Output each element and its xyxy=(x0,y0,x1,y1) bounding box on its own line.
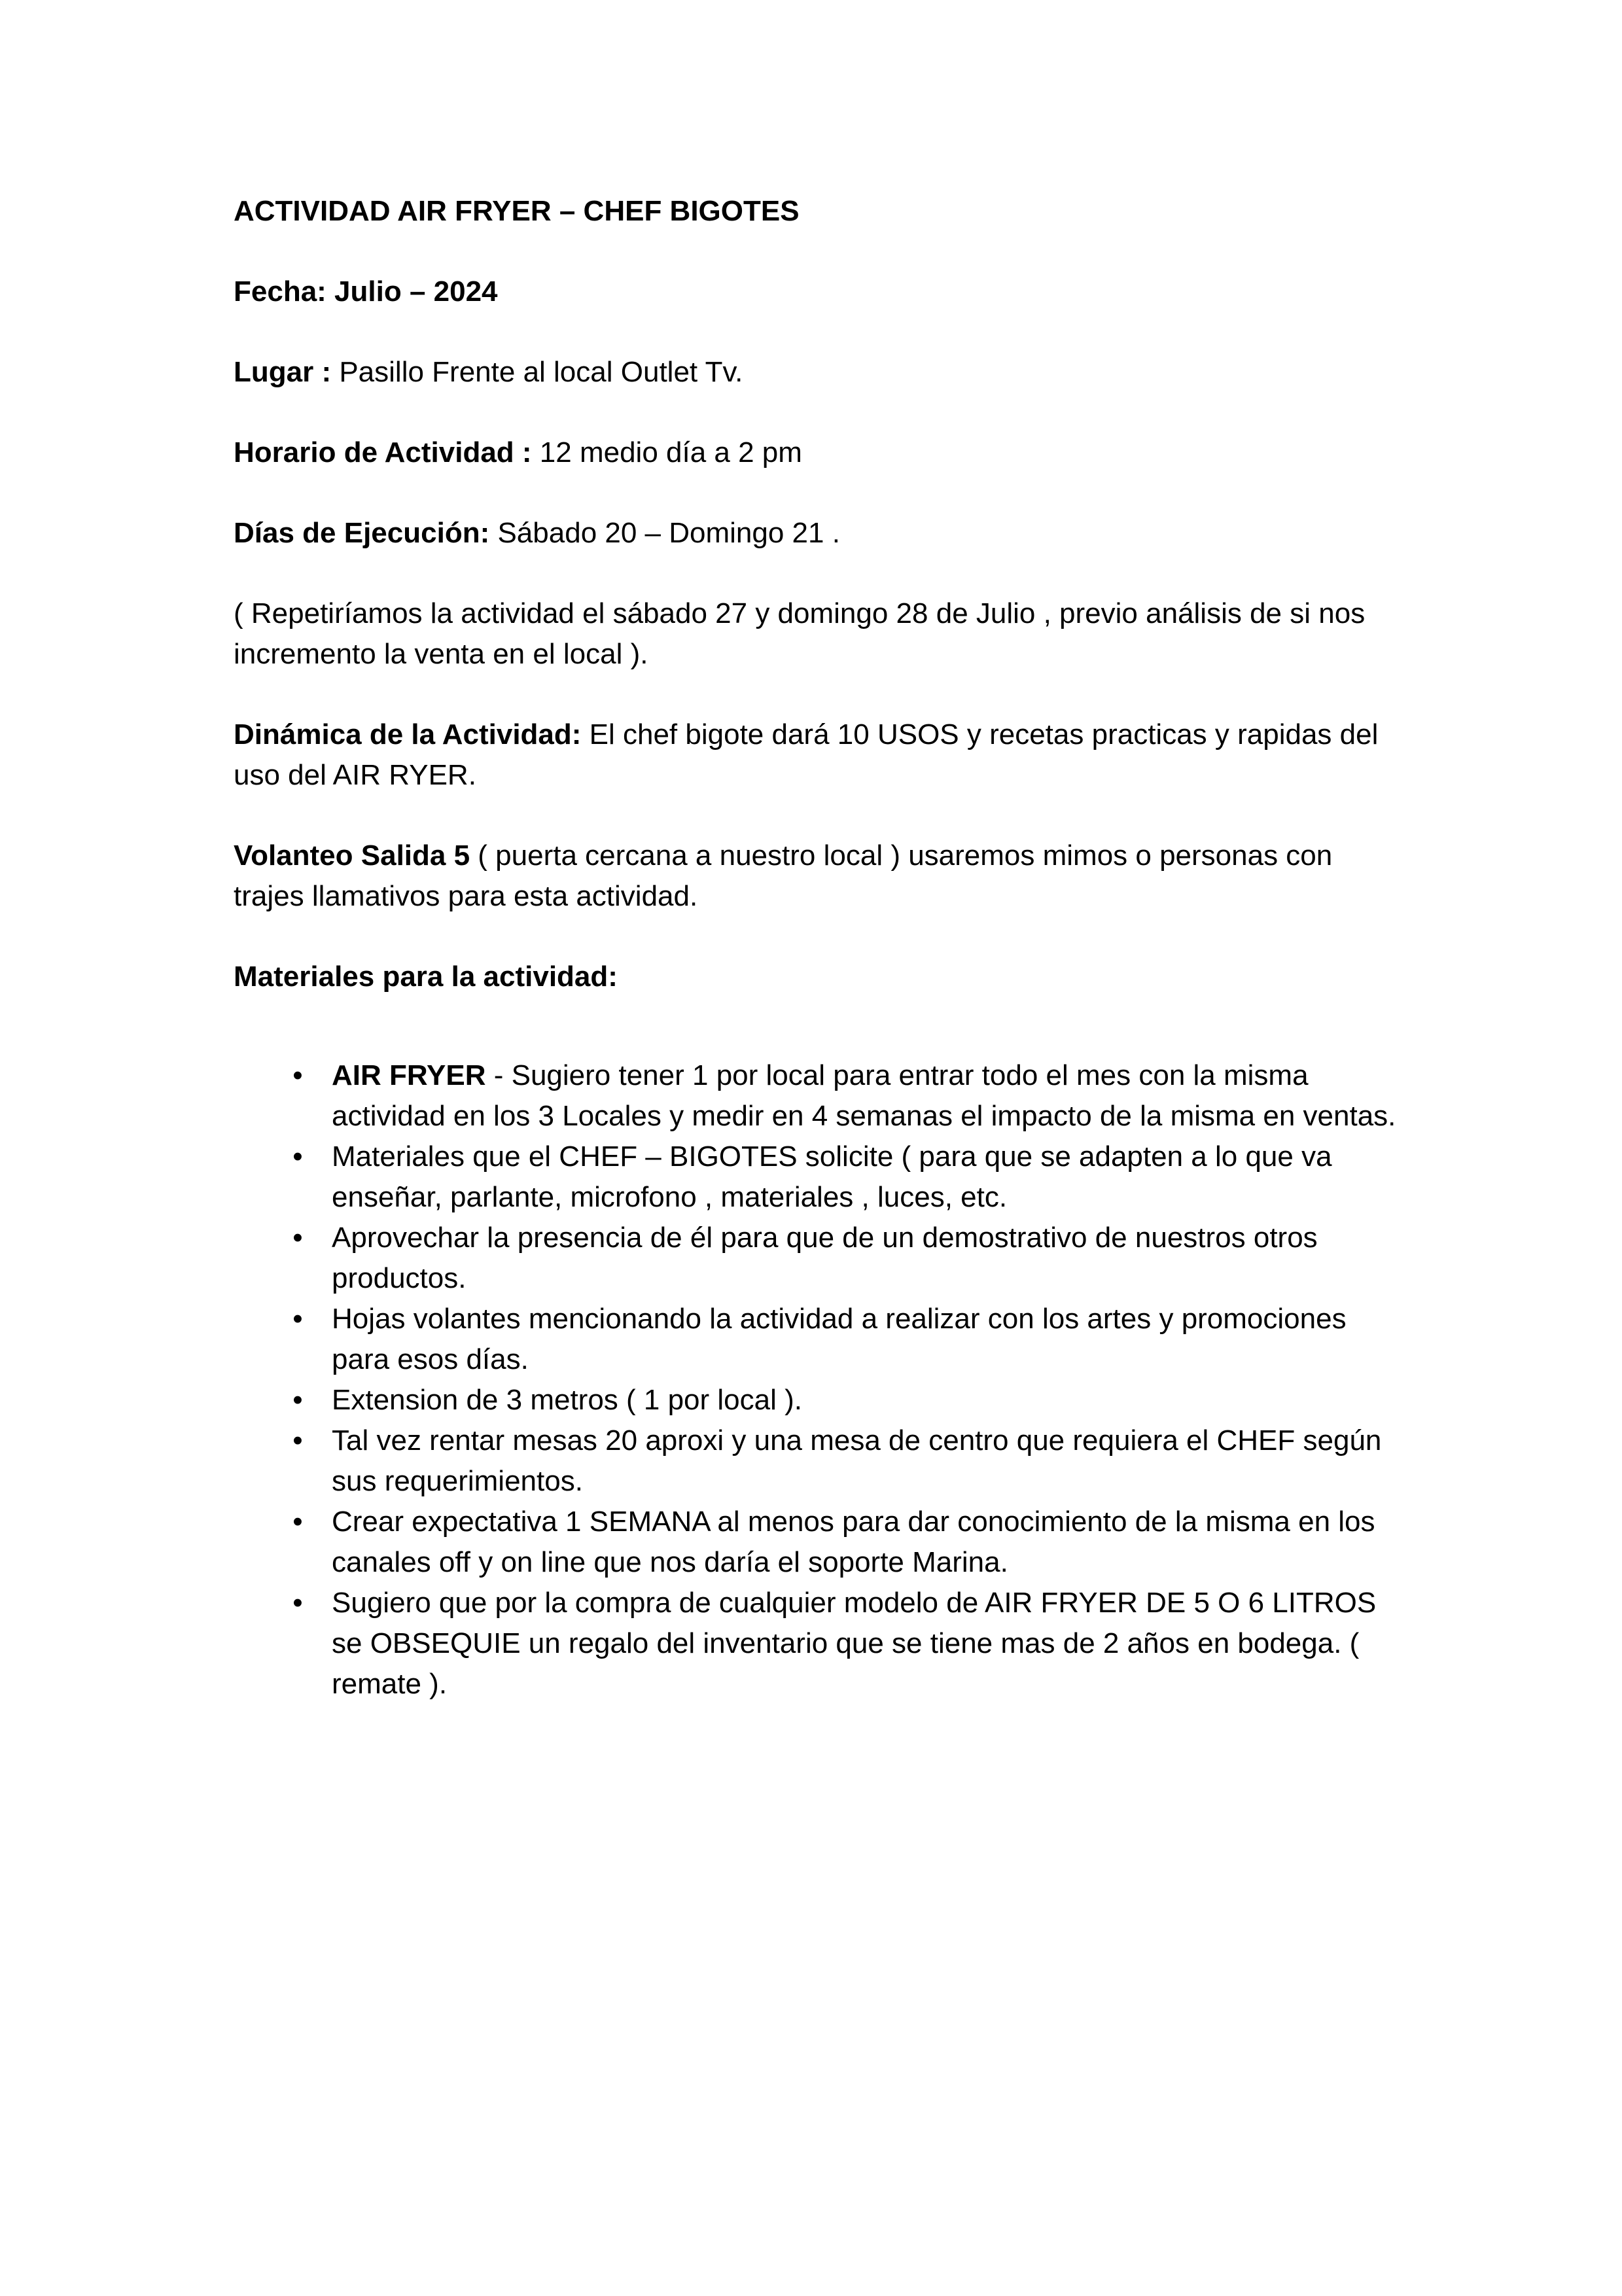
bullet-icon: • xyxy=(292,1384,303,1416)
list-item-text: Hojas volantes mencionando la actividad a realizar con los artes y promociones para esos días. xyxy=(332,1303,1347,1375)
dias-value: Sábado 20 – Domingo 21 . xyxy=(489,517,840,549)
bullet-icon: • xyxy=(292,1587,303,1619)
list-item-text: Extension de 3 metros ( 1 por local ). xyxy=(332,1384,802,1416)
materiales-list xyxy=(234,1055,1405,1704)
materiales-list-item xyxy=(234,1421,1405,1502)
bullet-icon: • xyxy=(292,1140,303,1173)
horario-line xyxy=(234,433,1405,473)
list-item-text: Materiales que el CHEF – BIGOTES solicite ( para que se adapten a lo que va enseñar, parlante, microfono , materiales , luces, etc. xyxy=(332,1140,1332,1213)
dinamica-value: El chef bigote dará 10 USOS y recetas practicas y rapidas del uso del AIR RYER. xyxy=(234,718,1379,791)
document-page xyxy=(234,191,1405,1704)
dinamica-label: Dinámica de la Actividad: xyxy=(234,718,582,751)
materiales-list-item xyxy=(234,1380,1405,1421)
materiales-heading: Materiales para la actividad: xyxy=(234,961,618,993)
volanteo-paragraph xyxy=(234,836,1405,917)
lugar-line xyxy=(234,352,1405,393)
horario-label: Horario de Actividad : xyxy=(234,436,532,468)
dinamica-paragraph xyxy=(234,715,1405,796)
bullet-icon: • xyxy=(292,1303,303,1335)
nota-paragraph: ( Repetiríamos la actividad el sábado 27 y domingo 28 de Julio , previo análisis de si nos incremento la venta en el local ). xyxy=(234,597,1366,670)
list-item-text: - Sugiero tener 1 por local para entrar todo el mes con la misma actividad en los 3 Locales y medir en 4 semanas el impacto de la misma en ventas. xyxy=(332,1059,1396,1132)
list-item-text: Aprovechar la presencia de él para que de un demostrativo de nuestros otros productos. xyxy=(332,1222,1318,1294)
materiales-list-item xyxy=(234,1583,1405,1704)
materiales-list-item xyxy=(234,1137,1405,1218)
materiales-list-item xyxy=(234,1218,1405,1299)
volanteo-value: ( puerta cercana a nuestro local ) usaremos mimos o personas con trajes llamativos para esta actividad. xyxy=(234,839,1333,912)
materiales-list-wrapper xyxy=(234,1055,1405,1704)
lugar-value: Pasillo Frente al local Outlet Tv. xyxy=(331,356,743,388)
bullet-icon: • xyxy=(292,1059,303,1091)
bullet-icon: • xyxy=(292,1506,303,1538)
horario-value: 12 medio día a 2 pm xyxy=(531,436,802,468)
fecha-label: Fecha: Julio – 2024 xyxy=(234,275,498,308)
list-item-text: Tal vez rentar mesas 20 aproxi y una mesa de centro que requiera el CHEF según sus requerimientos. xyxy=(332,1424,1382,1497)
materiales-list-item xyxy=(234,1502,1405,1583)
list-item-text: Crear expectativa 1 SEMANA al menos para dar conocimiento de la misma en los canales off y on line que nos daría el soporte Marina. xyxy=(332,1506,1375,1578)
list-item-bold: AIR FRYER xyxy=(332,1059,494,1091)
lugar-label: Lugar : xyxy=(234,356,332,388)
volanteo-label: Volanteo Salida 5 xyxy=(234,839,470,872)
list-item-text: Sugiero que por la compra de cualquier modelo de AIR FRYER DE 5 O 6 LITROS se OBSEQUIE un regalo del inventario que se tiene mas de 2 años en bodega. ( remate ). xyxy=(332,1587,1377,1700)
bullet-icon: • xyxy=(292,1222,303,1254)
materiales-list-item xyxy=(234,1299,1405,1380)
dias-line xyxy=(234,513,1405,554)
document-title: ACTIVIDAD AIR FRYER – CHEF BIGOTES xyxy=(234,195,800,227)
fecha-line xyxy=(234,272,1405,312)
bullet-icon: • xyxy=(292,1424,303,1457)
dias-label: Días de Ejecución: xyxy=(234,517,490,549)
materiales-list-item xyxy=(234,1055,1405,1137)
